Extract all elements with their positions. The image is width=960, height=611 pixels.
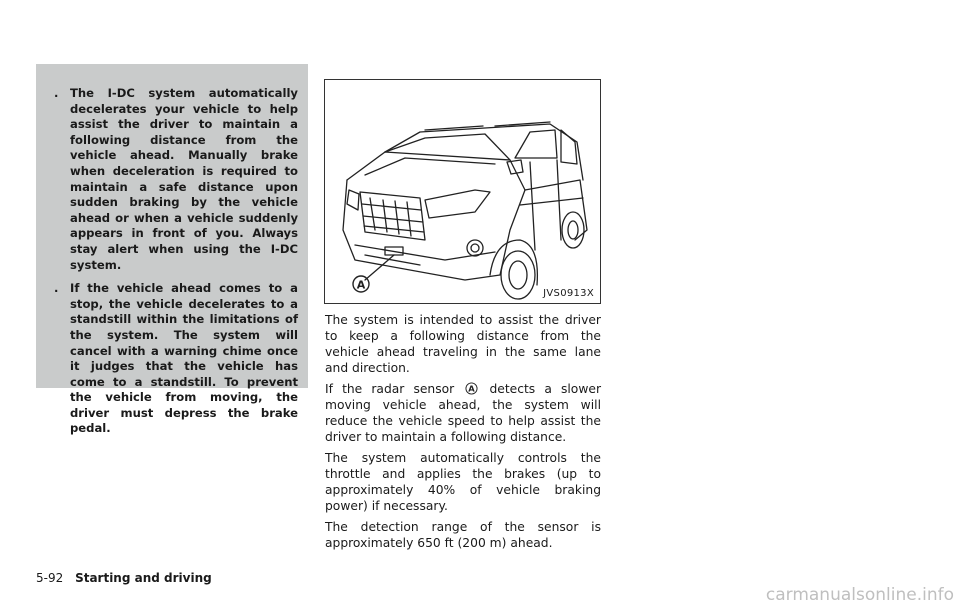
callout-a-inline-label: A: [468, 383, 476, 394]
warning-bullet-1: [48, 86, 298, 273]
warning-bullet-2: [48, 281, 298, 437]
paragraph-1: The system is intended to assist the driver to keep a following distance from the vehicle ahead traveling in the same lane and direction.: [325, 313, 601, 375]
warning-box: [36, 64, 308, 436]
paragraph-2-end: detects a slower moving vehicle ahead, the system will reduce the vehicle speed to help assist the driver to maintain a following distance.: [325, 382, 601, 444]
vehicle-illustration: [324, 79, 601, 304]
bullet-marker: .: [54, 86, 59, 100]
paragraph-3: The system automatically controls the throttle and applies the brakes (up to approximately 40% of vehicle braking power) if necessary.: [325, 451, 601, 513]
body-text: [325, 312, 601, 556]
section-title: Starting and driving: [75, 571, 212, 585]
figure-code: JVS0913X: [543, 288, 594, 299]
suv-drawing: [325, 80, 600, 303]
paragraph-2: [325, 381, 601, 445]
paragraph-4: The detection range of the sensor is approximately 650 ft (200 m) ahead.: [325, 520, 601, 550]
bullet-text: If the vehicle ahead comes to a stop, the vehicle decelerates to a standstill within the limitations of the system. The system will cancel with a warning chime once it judges that the vehicle has come to a standstill. To prevent the vehicle from moving, the driver must depress the brake pedal.: [70, 281, 298, 436]
page-footer: [36, 571, 212, 585]
bullet-marker: .: [54, 281, 59, 296]
page-number: 5-92: [36, 571, 64, 585]
callout-a-label: A: [356, 278, 366, 292]
callout-a: [353, 276, 369, 292]
bullet-text: The I-DC system automatically decelerates your vehicle to help assist the driver to maintain a following distance from the vehicle ahead. Manually brake when deceleration is required to maintain a safe distance upon sudden braking by the vehicle ahead or when a vehicle suddenly appears in front of you. Always stay alert when using the I-DC system.: [70, 86, 298, 272]
callout-a-inline-icon: [465, 382, 478, 395]
paragraph-2-start: If the radar sensor: [325, 382, 455, 396]
watermark: carmanualsonline.info: [765, 585, 954, 605]
